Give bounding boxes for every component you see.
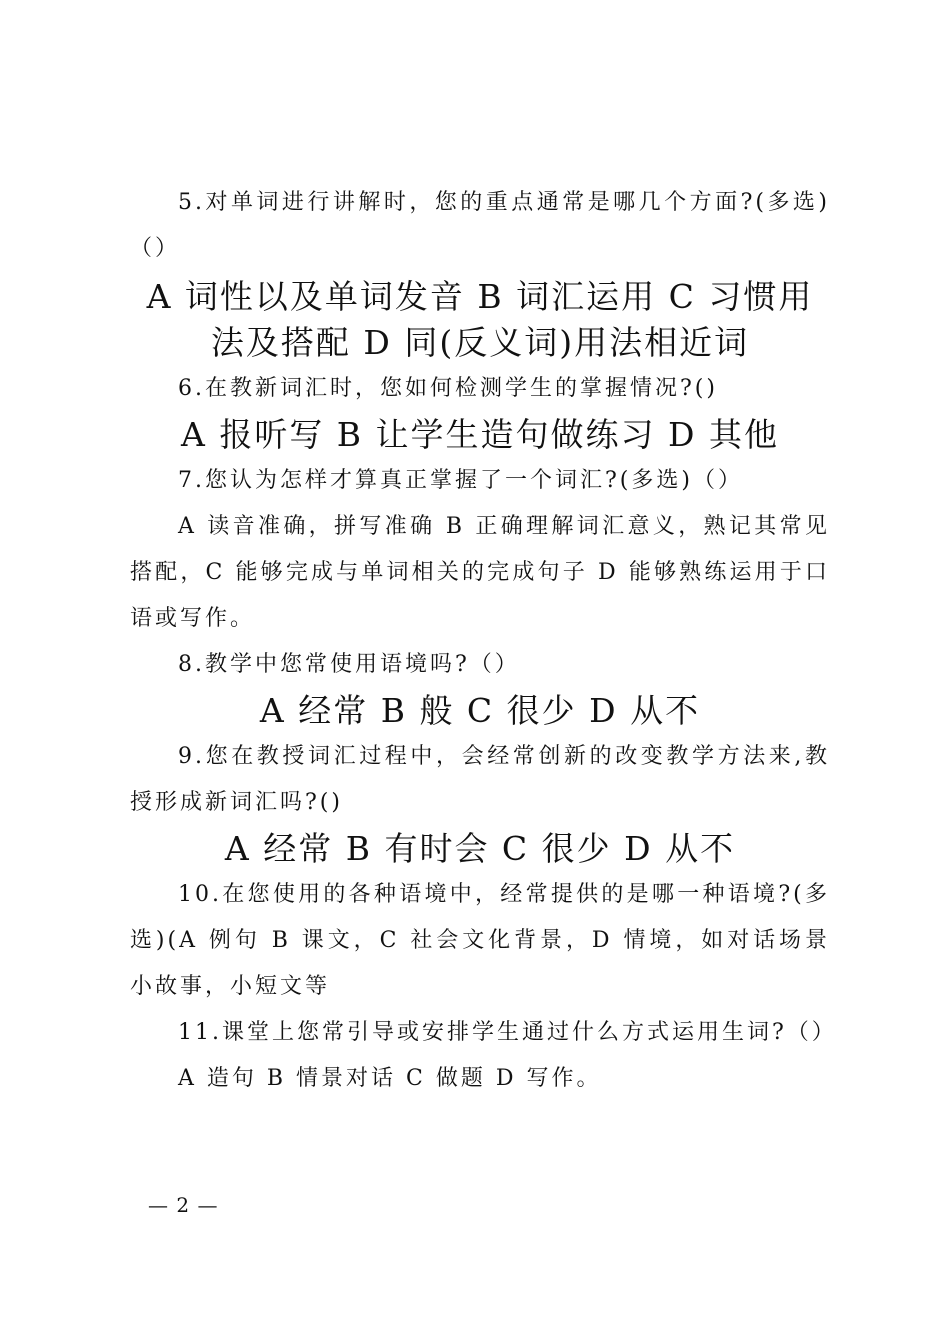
question-11-options: A 造句 B 情景对话 C 做题 D 写作。 xyxy=(178,1066,602,1091)
question-5-options: A 词性以及单词发音 B 词汇运用 C 习惯用法及搭配 D 同(反义词)用法相近词 xyxy=(146,277,814,362)
question-7-prompt: 7.您认为怎样才算真正掌握了一个词汇?(多选)（） xyxy=(178,468,743,493)
page-number: — 2 — xyxy=(148,1193,219,1217)
question-9-options: A 经常 B 有时会 C 很少 D 从不 xyxy=(224,829,736,868)
question-6-options: A 报听写 B 让学生造句做练习 D 其他 xyxy=(181,415,779,454)
question-8-prompt: 8.教学中您常使用语境吗?（） xyxy=(178,652,520,677)
questionnaire-body xyxy=(130,180,837,1102)
question-10-prompt: 10.在您使用的各种语境中，经常提供的是哪一种语境?(多选)(A 例句 B 课文，C 社会文化背景，D 情境，如对话场景小故事，小短文等 xyxy=(130,882,830,999)
question-5-prompt: 5.对单词进行讲解时，您的重点通常是哪几个方面?(多选)（） xyxy=(130,190,830,261)
question-6-prompt: 6.在教新词汇时，您如何检测学生的掌握情况?() xyxy=(178,376,718,401)
question-8-options: A 经常 B 般 C 很少 D 从不 xyxy=(259,691,701,730)
question-7-options: A 读音准确，拼写准确 B 正确理解词汇意义，熟记其常见搭配，C 能够完成与单词相关的完成句子 D 能够熟练运用于口语或写作。 xyxy=(130,514,830,631)
question-9-prompt: 9.您在教授词汇过程中，会经常创新的改变教学方法来,教授形成新词汇吗?() xyxy=(130,744,830,815)
question-11-prompt: 11.课堂上您常引导或安排学生通过什么方式运用生词?（） xyxy=(178,1020,837,1045)
